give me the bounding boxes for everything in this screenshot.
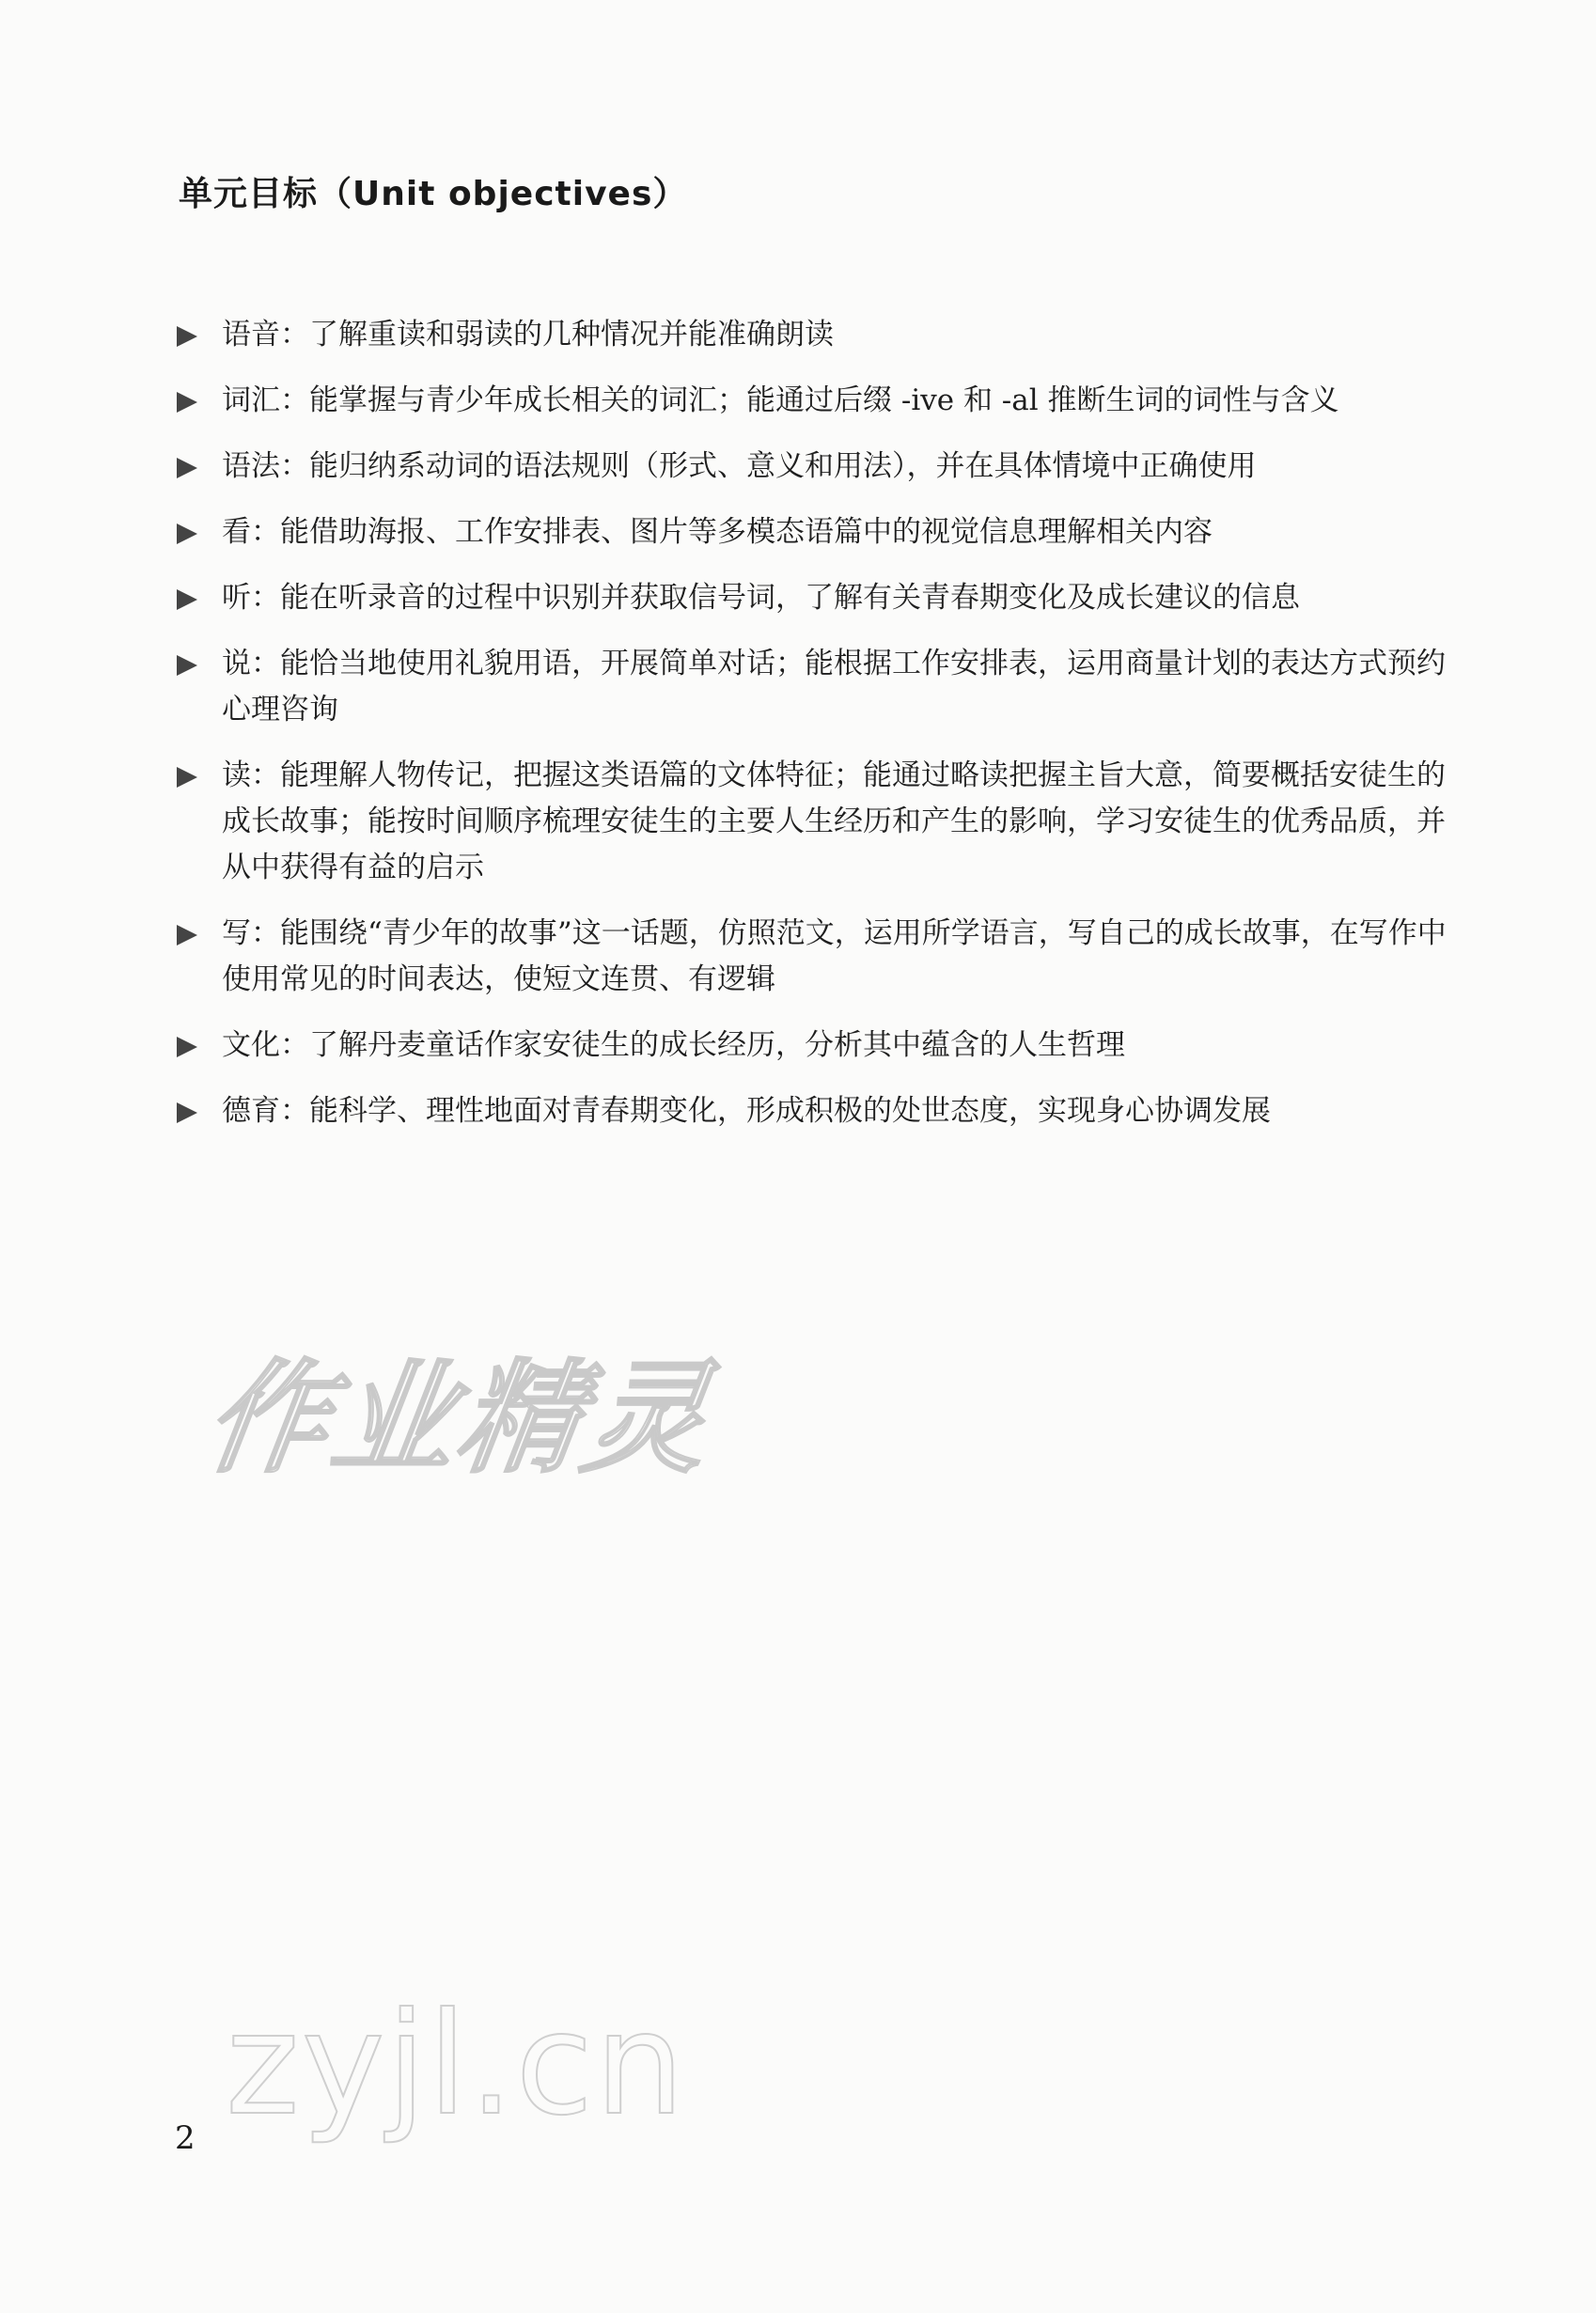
objective-text: 德育：能科学、理性地面对青春期变化，形成积极的处世态度，实现身心协调发展 (222, 1094, 1271, 1128)
watermark-url: zyjl.cn (226, 1983, 687, 2147)
objective-item (175, 753, 1472, 891)
objective-item (175, 444, 1472, 490)
objective-text: 看：能借助海报、工作安排表、图片等多模态语篇中的视觉信息理解相关内容 (222, 515, 1213, 549)
objective-text: 词汇：能掌握与青少年成长相关的词汇；能通过后缀 -ive 和 -al 推断生词的词性与含义 (222, 383, 1339, 417)
triangle-bullet-icon (177, 326, 197, 347)
triangle-bullet-icon (177, 655, 197, 676)
objectives-list (175, 312, 1472, 1154)
objective-item (175, 575, 1472, 621)
objective-item (175, 1088, 1472, 1134)
objective-text: 语音：了解重读和弱读的几种情况并能准确朗读 (222, 318, 834, 352)
objective-item (175, 641, 1472, 733)
triangle-bullet-icon (177, 767, 197, 788)
objective-text: 读：能理解人物传记，把握这类语篇的文体特征；能通过略读把握主旨大意，简要概括安徒生的成长故事；能按时间顺序梳理安徒生的主要人生经历和产生的影响，学习安徒生的优秀品质，并从中获得有益的启示 (222, 758, 1446, 884)
objective-text: 语法：能归纳系动词的语法规则（形式、意义和用法），并在具体情境中正确使用 (222, 449, 1257, 483)
objective-text: 听：能在听录音的过程中识别并获取信号词，了解有关青春期变化及成长建议的信息 (222, 581, 1300, 615)
page-number: 2 (175, 2119, 196, 2157)
triangle-bullet-icon (177, 524, 197, 544)
triangle-bullet-icon (177, 1102, 197, 1123)
objective-text: 文化：了解丹麦童话作家安徒生的成长经历，分析其中蕴含的人生哲理 (222, 1028, 1125, 1062)
objective-text: 说：能恰当地使用礼貌用语，开展简单对话；能根据工作安排表，运用商量计划的表达方式预约心理咨询 (222, 647, 1446, 727)
objective-item (175, 378, 1472, 424)
objective-item (175, 1023, 1472, 1069)
objective-item (175, 911, 1472, 1003)
triangle-bullet-icon (177, 458, 197, 478)
triangle-bullet-icon (177, 1037, 197, 1057)
watermark-logo: 作业精灵 (196, 1347, 722, 1490)
section-title: 单元目标（Unit objectives） (179, 175, 688, 213)
objective-text: 写：能围绕“青少年的故事”这一话题，仿照范文，运用所学语言，写自己的成长故事，在写作中使用常见的时间表达，使短文连贯、有逻辑 (222, 916, 1447, 996)
triangle-bullet-icon (177, 925, 197, 946)
triangle-bullet-icon (177, 392, 197, 413)
triangle-bullet-icon (177, 589, 197, 610)
objective-item (175, 509, 1472, 555)
objective-item (175, 312, 1472, 358)
